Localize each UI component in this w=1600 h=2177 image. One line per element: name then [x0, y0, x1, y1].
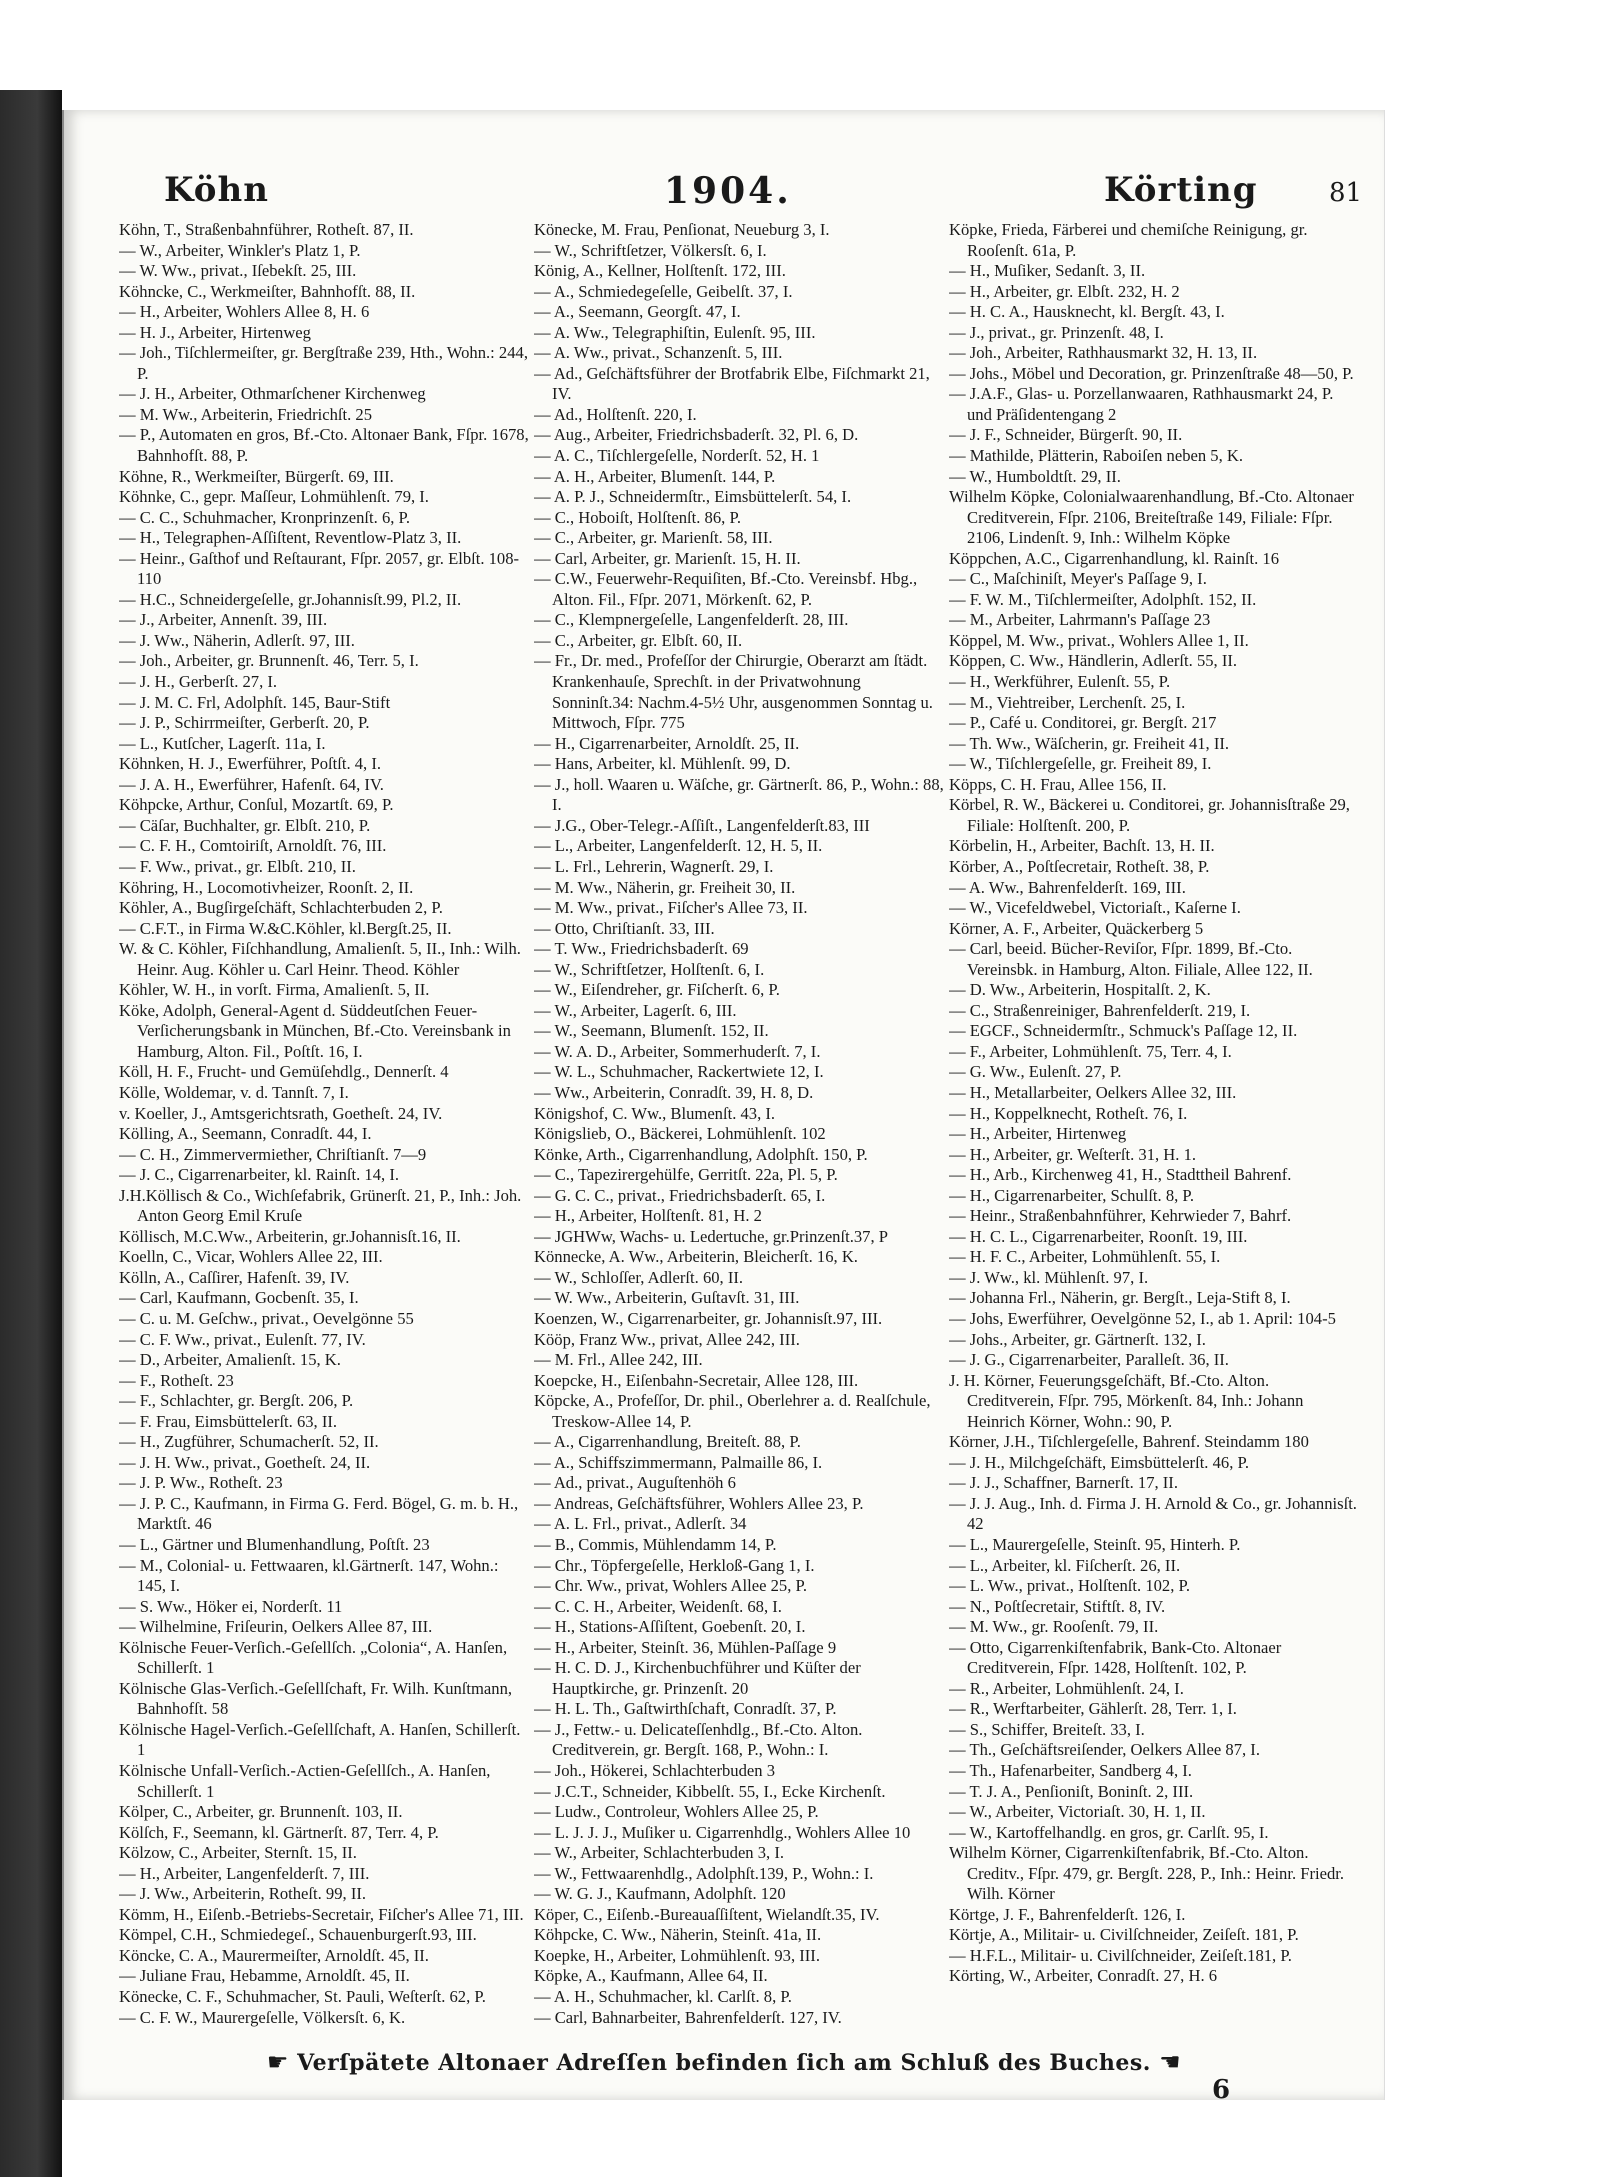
directory-entry: Koepcke, H., Eiſenbahn-Secretair, Allee 128, III. — [534, 1370, 859, 1390]
directory-entry: — H., Arbeiter, gr. Elbſt. 232, H. 2 — [949, 281, 1180, 301]
signature-mark: 6 — [1212, 2075, 1231, 2105]
directory-entry: — W., Humboldtſt. 29, II. — [949, 466, 1121, 486]
directory-entry: Köpke, Frieda, Färberei und chemiſche Reinigung, gr. Rooſenſt. 61a, P. — [949, 220, 1308, 260]
directory-entry: — H., Cigarrenarbeiter, Arnoldſt. 25, II. — [534, 733, 800, 753]
directory-entry: — Hans, Arbeiter, kl. Mühlenſt. 99, D. — [534, 754, 791, 774]
directory-entry: — A., Schmiedegeſelle, Geibelſt. 37, I. — [534, 281, 793, 301]
directory-entry: — Carl, beeid. Bücher-Reviſor, Fſpr. 1899, Bf.-Cto. Vereinsbk. in Hamburg, Alton. Filiale, Allee 122, II. — [949, 939, 1313, 979]
directory-entry: Kööp, Franz Ww., privat, Allee 242, III. — [534, 1329, 800, 1349]
directory-entry: — N., Poſtſecretair, Stiftſt. 8, IV. — [949, 1596, 1166, 1616]
directory-entry: — J. P. Ww., Rotheſt. 23 — [119, 1473, 283, 1493]
directory-entry: — C. F. W., Maurergeſelle, Völkersſt. 6, K. — [119, 2007, 406, 2027]
directory-entry: — M. Ww., gr. Rooſenſt. 79, II. — [949, 1617, 1159, 1637]
directory-entry: — Chr., Töpfergeſelle, Herkloß-Gang 1, I. — [534, 1555, 815, 1575]
directory-entry: — W., Schloſſer, Adlerſt. 60, II. — [534, 1267, 744, 1287]
directory-entry: Köppel, M. Ww., privat., Wohlers Allee 1, II. — [949, 630, 1249, 650]
directory-entry: — H., Koppelknecht, Rotheſt. 76, I. — [949, 1103, 1188, 1123]
directory-entry: Kölnische Unfall-Verſich.-Actien-Geſellſch., A. Hanſen, Schillerſt. 1 — [119, 1761, 491, 1801]
directory-entry: — W. L., Schuhmacher, Rackertwiete 12, I. — [534, 1062, 824, 1082]
directory-entry: — A. H., Arbeiter, Blumenſt. 144, P. — [534, 466, 776, 486]
directory-entry: — L. Ww., privat., Holſtenſt. 102, P. — [949, 1576, 1191, 1596]
directory-entry: Köhne, R., Werkmeiſter, Bürgerſt. 69, III. — [119, 466, 394, 486]
directory-entry: — Ludw., Controleur, Wohlers Allee 25, P. — [534, 1802, 819, 1822]
directory-entry: — J. Ww., Arbeiterin, Rotheſt. 99, II. — [119, 1884, 367, 1904]
directory-entry: — C. u. M. Geſchw., privat., Oevelgönne 55 — [119, 1308, 414, 1328]
directory-entry: — P., Café u. Conditorei, gr. Bergſt. 217 — [949, 713, 1217, 733]
directory-entry: Kölſch, F., Seemann, kl. Gärtnerſt. 87, Terr. 4, P. — [119, 1822, 439, 1842]
directory-entry: — Ad., Geſchäftsführer der Brotfabrik Elbe, Fiſchmarkt 21, IV. — [534, 363, 930, 404]
directory-entry: — H., Telegraphen-Aſſiſtent, Reventlow-Platz 3, II. — [119, 528, 462, 548]
directory-entry: — J., Fettw.- u. Delicateſſenhdlg., Bf.-Cto. Alton. Creditverein, gr. Bergſt. 168, P., Wohn.: I. — [534, 1719, 863, 1760]
directory-entry: Koepke, H., Arbeiter, Lohmühlenſt. 93, III. — [534, 1945, 820, 1965]
directory-entry: — C. C., Schuhmacher, Kronprinzenſt. 6, P. — [119, 507, 411, 527]
directory-entry: — S. Ww., Höker ei, Norderſt. 11 — [119, 1596, 343, 1616]
directory-entry: — C., Tapezirergehülfe, Gerritſt. 22a, Pl. 5, P. — [534, 1165, 838, 1185]
directory-entry: Köll, H. F., Frucht- und Gemüſehdlg., Dennerſt. 4 — [119, 1062, 449, 1082]
directory-entry: — J. M. C. Frl, Adolphſt. 145, Baur-Stift — [119, 692, 391, 712]
directory-entry: — W. Ww., Arbeiterin, Guſtavſt. 31, III. — [534, 1288, 800, 1308]
book-spine-shadow — [0, 90, 62, 2177]
directory-entry: Körting, W., Arbeiter, Conradſt. 27, H. 6 — [949, 1966, 1218, 1986]
directory-entry: — C.W., Feuerwehr-Requiſiten, Bf.-Cto. Vereinsbf. Hbg., Alton. Fil., Fſpr. 2071, Mörkenſt. 62, P. — [534, 569, 918, 609]
directory-entry: — Johs, Ewerführer, Oevelgönne 52, I., ab 1. April: 104-5 — [949, 1308, 1336, 1328]
directory-entry: Köhring, H., Locomotivheizer, Roonſt. 2, II. — [119, 877, 414, 897]
directory-entry: Koenzen, W., Cigarrenarbeiter, gr. Johannisſt.97, III. — [534, 1308, 883, 1328]
directory-entry: Köppchen, A.C., Cigarrenhandlung, kl. Rainſt. 16 — [949, 548, 1279, 568]
directory-entry: — Johanna Frl., Näherin, gr. Bergſt., Leja-Stift 8, I. — [949, 1288, 1291, 1308]
directory-entry: Kölln, A., Caſſirer, Hafenſt. 39, IV. — [119, 1267, 350, 1287]
directory-entry: — C., Straßenreiniger, Bahrenfelderſt. 219, I. — [949, 1000, 1251, 1020]
directory-entry: Köhnke, C., gepr. Maſſeur, Lohmühlenſt. 79, I. — [119, 487, 429, 507]
directory-entry: — C., Hoboiſt, Holſtenſt. 86, P. — [534, 507, 741, 527]
directory-entry: — Johs., Arbeiter, gr. Gärtnerſt. 132, I. — [949, 1329, 1206, 1349]
directory-entry: — C., Arbeiter, gr. Marienſt. 58, III. — [534, 528, 773, 548]
column-right — [949, 220, 1359, 2050]
directory-entry: — D., Arbeiter, Amalienſt. 15, K. — [119, 1350, 341, 1370]
directory-entry: Kömpel, C.H., Schmiedegeſ., Schauenburgerſt.93, III. — [119, 1925, 477, 1945]
directory-entry: — W. Ww., privat., Iſebekſt. 25, III. — [119, 261, 357, 281]
directory-entry: Köllisch, M.C.Ww., Arbeiterin, gr.Johannisſt.16, II. — [119, 1226, 461, 1246]
directory-entry: — Mathilde, Plätterin, Raboiſen neben 5, K. — [949, 446, 1244, 466]
directory-entry: — H., Arbeiter, Holſtenſt. 81, H. 2 — [534, 1206, 762, 1226]
directory-entry: — H. C. D. J., Kirchenbuchführer und Küſter der Hauptkirche, gr. Prinzenſt. 20 — [534, 1658, 861, 1698]
pointing-hand-left-icon: ☛ — [266, 2048, 289, 2076]
directory-entry: Königslieb, O., Bäckerei, Lohmühlenſt. 102 — [534, 1124, 826, 1144]
directory-entry: — Otto, Cigarrenkiſtenfabrik, Bank-Cto. Altonaer Creditverein, Fſpr. 1428, Holſtenſt. 102, P. — [949, 1637, 1282, 1678]
directory-entry: — Carl, Arbeiter, gr. Marienſt. 15, H. II. — [534, 548, 801, 568]
directory-entry: — Joh., Arbeiter, gr. Brunnenſt. 46, Terr. 5, I. — [119, 651, 419, 671]
directory-entry: Köhler, W. H., in vorſt. Firma, Amalienſt. 5, II. — [119, 980, 430, 1000]
directory-entry: Köhncke, C., Werkmeiſter, Bahnhofſt. 88, II. — [119, 281, 416, 301]
directory-entry: — Johs., Möbel und Decoration, gr. Prinzenſtraße 48—50, P. — [949, 363, 1354, 383]
directory-entry: — Ad., privat., Auguſtenhöh 6 — [534, 1473, 736, 1493]
directory-entry: Köper, C., Eiſenb.-Bureauaſſiſtent, Wielandſt.35, IV. — [534, 1904, 880, 1924]
directory-entry: — H. L. Th., Gaſtwirthſchaft, Conradſt. 37, P. — [534, 1699, 837, 1719]
directory-entry: — F. Frau, Eimsbüttelerſt. 63, II. — [119, 1411, 338, 1431]
directory-entry: Köhnken, H. J., Ewerführer, Poſtſt. 4, I. — [119, 754, 382, 774]
directory-entry: — H., Arbeiter, Wohlers Allee 8, H. 6 — [119, 302, 370, 322]
directory-entry: Könnecke, A. Ww., Arbeiterin, Bleicherſt. 16, K. — [534, 1247, 858, 1267]
column-left — [119, 220, 529, 2050]
directory-entry: — H.F.L., Militair- u. Civilſchneider, Zeiſeſt.181, P. — [949, 1945, 1292, 1965]
directory-entry: Köncke, C. A., Maurermeiſter, Arnoldſt. 45, II. — [119, 1945, 429, 1965]
directory-entry: — W. A. D., Arbeiter, Sommerhuderſt. 7, I. — [534, 1041, 821, 1061]
directory-entry: — EGCF., Schneidermſtr., Schmuck's Paſſage 12, II. — [949, 1021, 1298, 1041]
directory-entry: — Carl, Kaufmann, Gocbenſt. 35, I. — [119, 1288, 359, 1308]
directory-entry: — M., Arbeiter, Lahrmann's Paſſage 23 — [949, 610, 1211, 630]
page-header — [64, 170, 1384, 220]
directory-entry: — H. J., Arbeiter, Hirtenweg — [119, 322, 311, 342]
directory-entry: — W., Seemann, Blumenſt. 152, II. — [534, 1021, 769, 1041]
directory-entry: — A. Ww., Bahrenfelderſt. 169, III. — [949, 877, 1186, 897]
directory-entry: Wilhelm Köpke, Colonialwaarenhandlung, Bf.-Cto. Altonaer Creditverein, Fſpr. 2106, Breiteſtraße 149, Filiale: Fſpr. 2106, Lindenſt. 9, Inh.: Wilhelm Köpke — [949, 487, 1354, 548]
directory-entry: Kölzow, C., Arbeiter, Sternſt. 15, II. — [119, 1843, 357, 1863]
directory-entry: — C. C. H., Arbeiter, Weidenſt. 68, I. — [534, 1596, 782, 1616]
directory-entry: — T. Ww., Friedrichsbaderſt. 69 — [534, 939, 749, 959]
directory-entry: — H. F. C., Arbeiter, Lohmühlenſt. 55, I. — [949, 1247, 1221, 1267]
directory-entry: — C. F. H., Comtoiriſt, Arnoldſt. 76, III. — [119, 836, 387, 856]
directory-entry: — B., Commis, Mühlendamm 14, P. — [534, 1535, 777, 1554]
directory-entry: — H., Muſiker, Sedanſt. 3, II. — [949, 261, 1146, 281]
directory-entry: Kölling, A., Seemann, Conradſt. 44, I. — [119, 1124, 372, 1144]
footer-text: Verſpätete Altonaer Adreſſen befinden ſich am Schluß des Buches. — [297, 2050, 1151, 2076]
directory-entry: Kölnische Glas-Verſich.-Geſellſchaft, Fr. Wilh. Kunſtmann, Bahnhofſt. 58 — [119, 1678, 513, 1719]
directory-entry: — S., Schiffer, Breiteſt. 33, I. — [949, 1719, 1145, 1739]
directory-entry: — J. J. Aug., Inh. d. Firma J. H. Arnold & Co., gr. Johannisſt. 42 — [949, 1493, 1357, 1534]
directory-entry: — J. H. Ww., privat., Goetheſt. 24, II. — [119, 1452, 371, 1472]
directory-entry: — H. C. L., Cigarrenarbeiter, Roonſt. 19, III. — [949, 1226, 1248, 1246]
directory-entry: — J. H., Arbeiter, Othmarſchener Kirchenweg — [119, 384, 426, 404]
directory-entry: — W., Schriftſetzer, Holſtenſt. 6, I. — [534, 959, 765, 979]
directory-entry: Kölnische Hagel-Verſich.-Geſellſchaft, A. Hanſen, Schillerſt. 1 — [119, 1719, 521, 1760]
directory-entry: J.H.Köllisch & Co., Wichſefabrik, Grünerſt. 21, P., Inh.: Joh. Anton Georg Emil Kruſe — [119, 1185, 522, 1226]
directory-entry: Köpps, C. H. Frau, Allee 156, II. — [949, 774, 1167, 794]
directory-entry: — G. Ww., Eulenſt. 27, P. — [949, 1062, 1122, 1082]
directory-entry: — A. H., Schuhmacher, kl. Carlſt. 8, P. — [534, 1987, 792, 2007]
directory-entry: — J. Ww., kl. Mühlenſt. 97, I. — [949, 1267, 1149, 1287]
header-right-word: Körting — [1104, 170, 1258, 210]
directory-entry: — L., Maurergeſelle, Steinſt. 95, Hinterh. P. — [949, 1535, 1241, 1554]
directory-entry: — C., Maſchiniſt, Meyer's Paſſage 9, I. — [949, 569, 1207, 589]
directory-entry: — A. L. Frl., privat., Adlerſt. 34 — [534, 1514, 747, 1534]
directory-entry: — P., Automaten en gros, Bf.-Cto. Altonaer Bank, Fſpr. 1678, Bahnhofſt. 88, P. — [119, 425, 529, 466]
directory-entry: — C.F.T., in Firma W.&C.Köhler, kl.Bergſt.25, II. — [119, 918, 452, 938]
directory-entry: — J. H., Gerberſt. 27, I. — [119, 672, 278, 692]
directory-entry: — R., Werftarbeiter, Gählerſt. 28, Terr. 1, I. — [949, 1699, 1237, 1719]
directory-entry: Köpcke, A., Profeſſor, Dr. phil., Oberlehrer a. d. Realſchule, Treskow-Allee 14, P. — [534, 1391, 931, 1431]
directory-entry: Wilhelm Körner, Cigarrenkiſtenfabrik, Bf.-Cto. Alton. Creditv., Fſpr. 479, gr. Bergſt. 228, P., Inh.: Heinr. Friedr. Wilh. Körner — [949, 1843, 1345, 1904]
directory-entry: — L., Gärtner und Blumenhandlung, Poſtſt. 23 — [119, 1535, 430, 1554]
directory-entry: — Ww., Arbeiterin, Conradſt. 39, H. 8, D. — [534, 1082, 814, 1102]
directory-entry: — W., Vicefeldwebel, Victoriaſt., Kaſerne I. — [949, 898, 1241, 918]
directory-entry: — Otto, Chriſtianſt. 33, III. — [534, 918, 715, 938]
directory-entry: Körtje, A., Militair- u. Civilſchneider, Zeiſeſt. 181, P. — [949, 1925, 1299, 1945]
directory-entry: — C., Klempnergeſelle, Langenfelderſt. 28, III. — [534, 610, 849, 630]
directory-entry: — A. Ww., privat., Schanzenſt. 5, III. — [534, 343, 783, 363]
directory-entry: — J., privat., gr. Prinzenſt. 48, I. — [949, 322, 1164, 342]
directory-entry: — Heinr., Gaſthof und Reſtaurant, Fſpr. 2057, gr. Elbſt. 108-110 — [119, 548, 520, 589]
directory-entry: Köhpcke, Arthur, Conſul, Mozartſt. 69, P. — [119, 795, 394, 815]
directory-entry: J. H. Körner, Feuerungsgeſchäft, Bf.-Cto. Alton. Creditverein, Fſpr. 795, Mörkenſt. 84, Inh.: Johann Heinrich Körner, Wohn.: 90, P. — [949, 1370, 1304, 1431]
directory-entry: — L., Arbeiter, Langenfelderſt. 12, H. 5, II. — [534, 836, 823, 856]
header-left-word: Köhn — [164, 170, 269, 210]
directory-entry: — W., Arbeiter, Lagerſt. 6, III. — [534, 1000, 737, 1020]
directory-entry: — Th., Geſchäftsreiſender, Oelkers Allee 87, I. — [949, 1740, 1260, 1760]
directory-entry: — A. P. J., Schneidermſtr., Eimsbüttelerſt. 54, I. — [534, 487, 852, 507]
directory-entry: — F. W. M., Tiſchlermeiſter, Adolphſt. 152, II. — [949, 589, 1257, 609]
directory-entry: Könecke, M. Frau, Penſionat, Neueburg 3, I. — [534, 220, 830, 239]
directory-entry: — H., Arb., Kirchenweg 41, H., Stadttheil Bahrenf. — [949, 1165, 1292, 1185]
directory-entry: — Wilhelmine, Friſeurin, Oelkers Allee 87, III. — [119, 1617, 433, 1637]
directory-entry: Kölnische Feuer-Verſich.-Geſellſch. „Colonia“, A. Hanſen, Schillerſt. 1 — [119, 1637, 508, 1678]
directory-entry: — D. Ww., Arbeiterin, Hospitalſt. 2, K. — [949, 980, 1211, 1000]
directory-entry: — H., Metallarbeiter, Oelkers Allee 32, III. — [949, 1082, 1237, 1102]
directory-entry: — H., Arbeiter, Steinſt. 36, Mühlen-Paſſage 9 — [534, 1637, 837, 1657]
directory-entry: — A., Seemann, Georgſt. 47, I. — [534, 302, 741, 322]
directory-entry: — R., Arbeiter, Lohmühlenſt. 24, I. — [949, 1678, 1184, 1698]
directory-entry: — G. C. C., privat., Friedrichsbaderſt. 65, I. — [534, 1185, 826, 1205]
directory-entry: Körber, A., Poſtſecretair, Rotheſt. 38, P. — [949, 856, 1210, 876]
directory-entry: — H.C., Schneidergeſelle, gr.Johannisſt.99, Pl.2, II. — [119, 589, 462, 609]
directory-entry: Könke, Arth., Cigarrenhandlung, Adolphſt. 150, P. — [534, 1144, 868, 1164]
directory-entry: — L., Kutſcher, Lagerſt. 11a, I. — [119, 733, 326, 753]
directory-entry: — Th., Hafenarbeiter, Sandberg 4, I. — [949, 1761, 1192, 1781]
directory-entry: Köpke, A., Kaufmann, Allee 64, II. — [534, 1966, 768, 1986]
directory-entry: — T. J. A., Penſioniſt, Boninſt. 2, III. — [949, 1781, 1194, 1801]
directory-entry: — Joh., Tiſchlermeiſter, gr. Bergſtraße 239, Hth., Wohn.: 244, P. — [119, 343, 528, 383]
directory-entry: — H., Zugführer, Schumacherſt. 52, II. — [119, 1432, 379, 1452]
directory-entry: — J. H., Milchgeſchäft, Eimsbüttelerſt. 46, P. — [949, 1452, 1250, 1472]
directory-entry: Köke, Adolph, General-Agent d. Süddeutſchen Feuer-Verſicherungsbank in München, Bf.-Cto. Vereinsbank in Hamburg, Alton. Fil., Poſtſt. 16, I. — [119, 1000, 511, 1061]
directory-entry: — J.A.F., Glas- u. Porzellanwaaren, Rathhausmarkt 24, P. und Präſidentengang 2 — [949, 384, 1334, 424]
directory-entry: — W., Arbeiter, Winkler's Platz 1, P. — [119, 240, 361, 260]
directory-entry: — C. H., Zimmervermiether, Chriſtianſt. 7—9 — [119, 1144, 427, 1164]
directory-page — [62, 110, 1385, 2105]
directory-entry: — M. Ww., Arbeiterin, Friedrichſt. 25 — [119, 404, 373, 424]
directory-entry: — H., Arbeiter, Hirtenweg — [949, 1124, 1127, 1144]
directory-entry: W. & C. Köhler, Fiſchhandlung, Amalienſt. 5, II., Inh.: Wilh. Heinr. Aug. Köhler u. Carl Heinr. Theod. Köhler — [119, 939, 521, 979]
column-middle — [534, 220, 944, 2050]
directory-entry: Körner, J.H., Tiſchlergeſelle, Bahrenf. Steindamm 180 — [949, 1432, 1309, 1452]
directory-entry: — H. C. A., Hausknecht, kl. Bergſt. 43, I. — [949, 302, 1225, 322]
directory-entry: Köhler, A., Bugſirgeſchäft, Schlachterbuden 2, P. — [119, 898, 443, 918]
directory-entry: — C., Arbeiter, gr. Elbſt. 60, II. — [534, 630, 743, 650]
directory-entry: — J.C.T., Schneider, Kibbelſt. 55, I., Ecke Kirchenſt. — [534, 1781, 886, 1801]
directory-entry: Kölle, Woldemar, v. d. Tannſt. 7, I. — [119, 1082, 349, 1102]
directory-entry: — Andreas, Geſchäftsführer, Wohlers Allee 23, P. — [534, 1493, 864, 1513]
directory-entry: — J. C., Cigarrenarbeiter, kl. Rainſt. 14, I. — [119, 1165, 399, 1185]
directory-entry: Körtge, J. F., Bahrenfelderſt. 126, I. — [949, 1904, 1186, 1924]
directory-entry: Körner, A. F., Arbeiter, Quäckerberg 5 — [949, 918, 1204, 938]
directory-entry: — W., Arbeiter, Schlachterbuden 3, I. — [534, 1843, 785, 1863]
directory-entry: — H., Stations-Aſſiſtent, Goebenſt. 20, I. — [534, 1617, 806, 1637]
directory-entry: Köhpcke, C. Ww., Näherin, Steinſt. 41a, II. — [534, 1925, 822, 1945]
directory-entry: — Juliane Frau, Hebamme, Arnoldſt. 45, II. — [119, 1966, 410, 1986]
directory-entry: — J. P. C., Kaufmann, in Firma G. Ferd. Bögel, G. m. b. H., Marktſt. 46 — [119, 1493, 519, 1534]
directory-entry: — W., Kartoffelhandlg. en gros, gr. Carlſt. 95, I. — [949, 1822, 1269, 1842]
directory-entry: — W., Fettwaarenhdlg., Adolphſt.139, P., Wohn.: I. — [534, 1863, 874, 1883]
directory-entry: — H., Arbeiter, Langenfelderſt. 7, III. — [119, 1863, 370, 1883]
directory-entry: — Ad., Holſtenſt. 220, I. — [534, 404, 697, 424]
directory-entry: — M. Frl., Allee 242, III. — [534, 1350, 703, 1370]
directory-entry: Körbel, R. W., Bäckerei u. Conditorei, gr. Johannisſtraße 29, Filiale: Holſtenſt. 200, P. — [949, 795, 1350, 835]
directory-entry: — Th. Ww., Wäſcherin, gr. Freiheit 41, II. — [949, 733, 1230, 753]
directory-entry: — M., Colonial- u. Fettwaaren, kl.Gärtnerſt. 147, Wohn.: 145, I. — [119, 1555, 499, 1596]
directory-entry: — Joh., Hökerei, Schlachterbuden 3 — [534, 1761, 776, 1781]
directory-entry: Köhn, T., Straßenbahnführer, Rotheſt. 87, II. — [119, 220, 414, 239]
directory-entry: — F., Rotheſt. 23 — [119, 1370, 234, 1390]
directory-entry: — Heinr., Straßenbahnführer, Kehrwieder 7, Bahrf. — [949, 1206, 1292, 1226]
directory-entry: — L. J. J. J., Muſiker u. Cigarrenhdlg., Wohlers Allee 10 — [534, 1822, 911, 1842]
directory-entry: — M. Ww., Näherin, gr. Freiheit 30, II. — [534, 877, 796, 897]
pointing-hand-right-icon: ☚ — [1159, 2048, 1182, 2076]
directory-entry: — J.G., Ober-Telegr.-Aſſiſt., Langenfelderſt.83, III — [534, 815, 870, 835]
directory-entry: — H., Cigarrenarbeiter, Schulſt. 8, P. — [949, 1185, 1194, 1205]
footer-notice — [64, 2048, 1384, 2076]
directory-entry: Kölper, C., Arbeiter, gr. Brunnenſt. 103, II. — [119, 1802, 403, 1822]
directory-entry: — W., Schriftſetzer, Völkersſt. 6, I. — [534, 240, 767, 260]
directory-entry: Koelln, C., Vicar, Wohlers Allee 22, III. — [119, 1247, 383, 1267]
directory-entry: — C. F. Ww., privat., Eulenſt. 77, IV. — [119, 1329, 366, 1349]
header-year: 1904. — [664, 170, 792, 212]
directory-entry: — W., Arbeiter, Victoriaſt. 30, H. 1, II. — [949, 1802, 1206, 1822]
directory-entry: — J. G., Cigarrenarbeiter, Paralleſt. 36, II. — [949, 1350, 1229, 1370]
directory-entry: — Aug., Arbeiter, Friedrichsbaderſt. 32, Pl. 6, D. — [534, 425, 859, 445]
directory-entry: Körbelin, H., Arbeiter, Bachſt. 13, H. II. — [949, 836, 1215, 856]
directory-entry: — H., Arbeiter, gr. Weſterſt. 31, H. 1. — [949, 1144, 1197, 1164]
directory-entry: — M., Viehtreiber, Lerchenſt. 25, I. — [949, 692, 1186, 712]
directory-entry: — J. J., Schaffner, Barnerſt. 17, II. — [949, 1473, 1178, 1493]
directory-entry: — L. Frl., Lehrerin, Wagnerſt. 29, I. — [534, 856, 774, 876]
directory-entry: König, A., Kellner, Holſtenſt. 172, III. — [534, 261, 786, 281]
directory-entry: — W., Eiſendreher, gr. Fiſcherſt. 6, P. — [534, 980, 780, 1000]
directory-entry: — Carl, Bahnarbeiter, Bahrenfelderſt. 127, IV. — [534, 2007, 842, 2027]
directory-entry: — A. Ww., Telegraphiſtin, Eulenſt. 95, III. — [534, 322, 816, 342]
directory-entry: — J., Arbeiter, Annenſt. 39, III. — [119, 610, 328, 630]
directory-entry: — JGHWw, Wachs- u. Ledertuche, gr.Prinzenſt.37, P — [534, 1226, 888, 1246]
directory-entry: — J. Ww., Näherin, Adlerſt. 97, III. — [119, 630, 355, 650]
directory-entry: v. Koeller, J., Amtsgerichtsrath, Goetheſt. 24, IV. — [119, 1103, 443, 1123]
page-number: 81 — [1329, 178, 1363, 208]
directory-entry: — H., Werkführer, Eulenſt. 55, P. — [949, 672, 1171, 692]
directory-entry: — L., Arbeiter, kl. Fiſcherſt. 26, II. — [949, 1555, 1181, 1575]
directory-entry: — J. F., Schneider, Bürgerſt. 90, II. — [949, 425, 1183, 445]
directory-entry: — Joh., Arbeiter, Rathhausmarkt 32, H. 13, II. — [949, 343, 1258, 363]
directory-entry: — W. G. J., Kaufmann, Adolphſt. 120 — [534, 1884, 786, 1904]
directory-entry: Köppen, C. Ww., Händlerin, Adlerſt. 55, II. — [949, 651, 1238, 671]
directory-entry: — A., Schiffszimmermann, Palmaille 86, I. — [534, 1452, 823, 1472]
directory-entry: — J. P., Schirrmeiſter, Gerberſt. 20, P. — [119, 713, 370, 733]
directory-entry: — Cäſar, Buchhalter, gr. Elbſt. 210, P. — [119, 815, 371, 835]
directory-entry: — A., Cigarrenhandlung, Breiteſt. 88, P. — [534, 1432, 801, 1452]
directory-entry: — M. Ww., privat., Fiſcher's Allee 73, II. — [534, 898, 808, 918]
directory-entry: — J. A. H., Ewerführer, Hafenſt. 64, IV. — [119, 774, 384, 794]
directory-entry: Könecke, C. F., Schuhmacher, St. Pauli, Weſterſt. 62, P. — [119, 1987, 486, 2007]
directory-entry: — A. C., Tiſchlergeſelle, Norderſt. 52, H. 1 — [534, 446, 820, 466]
directory-entry: — W., Tiſchlergeſelle, gr. Freiheit 89, I. — [949, 754, 1212, 774]
directory-entry: — F. Ww., privat., gr. Elbſt. 210, II. — [119, 856, 356, 876]
directory-entry: — F., Schlachter, gr. Bergſt. 206, P. — [119, 1391, 354, 1411]
directory-entry: Kömm, H., Eiſenb.-Betriebs-Secretair, Fiſcher's Allee 71, III. — [119, 1904, 524, 1924]
directory-entry: — Chr. Ww., privat, Wohlers Allee 25, P. — [534, 1576, 808, 1596]
directory-entry: — F., Arbeiter, Lohmühlenſt. 75, Terr. 4, I. — [949, 1041, 1232, 1061]
directory-entry: — J., holl. Waaren u. Wäſche, gr. Gärtnerſt. 86, P., Wohn.: 88, I. — [534, 774, 944, 815]
directory-entry: Königshof, C. Ww., Blumenſt. 43, I. — [534, 1103, 776, 1123]
directory-entry: — Fr., Dr. med., Profeſſor der Chirurgie, Oberarzt am ſtädt. Krankenhauſe, Sprechſt. in der Privatwohnung Sonninſt.34: Nachm.4-5½ Uhr, ausgenommen Sonntag u. Mittwoch, Fſpr. 775 — [534, 651, 933, 733]
